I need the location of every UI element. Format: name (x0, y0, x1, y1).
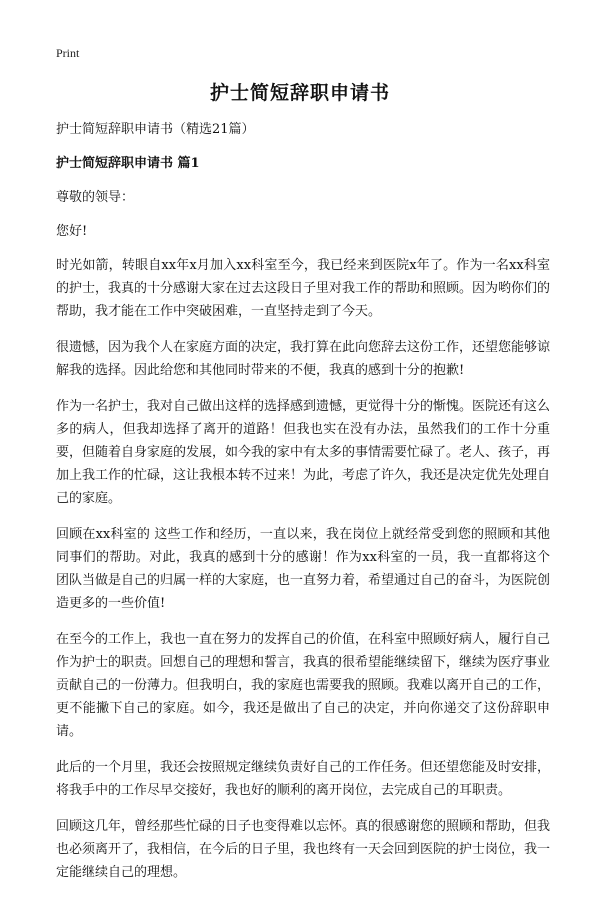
section-title: 护士简短辞职申请书 篇1 (56, 156, 200, 171)
paragraph-4: 回顾在xx科室的 这些工作和经历，一直以来，我在岗位上就经常受到您的照顾和其他同事们的帮助。对此，我真的感到十分的感谢！作为xx科室的一员，我一直都将这个团队当做是自己的归属一样的大家庭，也一直努力着，希望通过自己的奋斗，为医院创造更多的一些价值! (56, 527, 551, 611)
document-body (56, 118, 550, 897)
paragraph-7: 回顾这几年，曾经那些忙碌的日子也变得难以忘怀。真的很感谢您的照顾和帮助，但我也必须离开了，我相信，在今后的日子里，我也终有一天会回到医院的护士岗位，我一定能继续自己的理想。 (56, 819, 551, 880)
paragraph-6: 此后的一个月里，我还会按照规定继续负责好自己的工作任务。但还望您能及时安排，将我手中的工作尽早交接好，我也好的顺利的离开岗位，去完成自己的耳职责。 (56, 760, 551, 798)
salutation: 尊敬的领导： (56, 190, 135, 205)
paragraph-2: 很遗憾，因为我个人在家庭方面的决定，我打算在此向您辞去这份工作，还望您能够谅解我的选择。因此给您和其他同时带来的不便，我真的感到十分的抱歉! (56, 340, 551, 378)
paragraph-1: 时光如箭，转眼自xx年x月加入xx科室至今，我已经来到医院x年了。作为一名xx科室的护士，我真的十分感谢大家在过去这段日子里对我工作的帮助和照顾。因为哟你们的帮助，我才能在工作中突破困难，一直坚持走到了今天。 (56, 258, 551, 319)
print-label[interactable]: Print (56, 46, 80, 60)
document-title: 护士简短辞职申请书 (209, 82, 390, 104)
paragraph-5: 在至今的工作上，我也一直在努力的发挥自己的价值，在科室中照顾好病人，履行自己作为护士的职责。回想自己的理想和誓言，我真的很希望能继续留下，继续为医疗事业贡献自己的一份薄力。但我明白，我的家庭也需要我的照顾。我难以离开自己的工作，更不能撇下自己的家庭。如今，我还是做出了自己的决定，并向你递交了这份辞职申请。 (56, 632, 551, 739)
paragraph-3: 作为一名护士，我对自己做出这样的选择感到遗憾，更觉得十分的惭愧。医院还有这么多的病人，但我却选择了离开的道路！但我也实在没有办法，虽然我们的工作十分重要，但随着自身家庭的发展，如今我的家中有太多的事情需要忙碌了。老人、孩子，再加上我工作的忙碌，这让我根本转不过来！为此，考虑了许久，我还是决定优先处理自己的家庭。 (56, 399, 551, 506)
intro-line: 护士简短辞职申请书（精选21篇） (56, 122, 255, 137)
greeting: 您好! (56, 224, 88, 239)
